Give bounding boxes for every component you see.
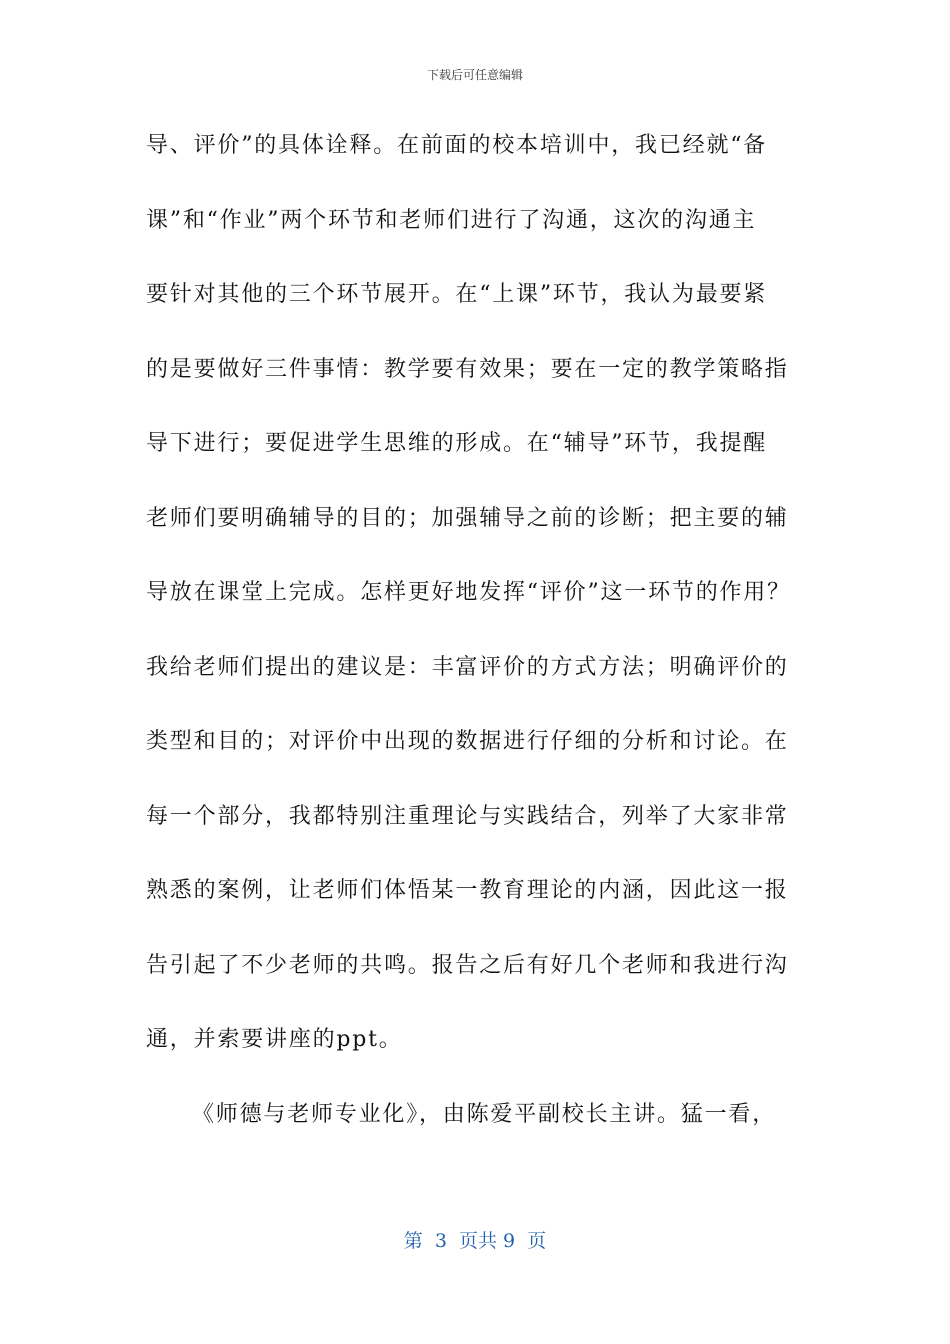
page-header-note: 下载后可任意编辑 [426, 68, 523, 82]
text-line: 要针对其他的三个环节展开。在“上课”环节，我认为最要紧 [146, 282, 768, 307]
text-line: 老师们要明确辅导的目的；加强辅导之前的诊断；把主要的辅 [146, 505, 789, 531]
text-line: 告引起了不少老师的共鸣。报告之后有好几个老师和我进行沟 [146, 952, 789, 978]
text-line: 课”和“作业”两个环节和老师们进行了沟通，这次的沟通主 [146, 207, 757, 233]
text-line: 的是要做好三件事情：教学要有效果；要在一定的教学策略指 [146, 356, 789, 382]
document-body [146, 128, 826, 1171]
paragraph-start-line: 《师德与老师专业化》，由陈爱平副校长主讲。猛一看， [192, 1101, 777, 1127]
text-line: 熟悉的案例，让老师们体悟某一教育理论的内涵，因此这一报 [146, 878, 789, 903]
text-line: 我给老师们提出的建议是：丰富评价的方式方法；明确评价的 [146, 654, 789, 680]
text-line: 通，并索要讲座的ppt。 [146, 1027, 403, 1052]
text-line: 每一个部分，我都特别注重理论与实践结合，列举了大家非常 [146, 803, 789, 829]
text-line: 导、评价”的具体诠释。在前面的校本培训中，我已经就“备 [146, 133, 768, 158]
text-line: 类型和目的；对评价中出现的数据进行仔细的分析和讨论。在 [146, 729, 789, 754]
page-number-footer: 第 3 页共 9 页 [403, 1230, 547, 1252]
text-line: 导放在课堂上完成。怎样更好地发挥“评价”这一环节的作用？ [146, 580, 791, 605]
text-line: 导下进行；要促进学生思维的形成。在“辅导”环节，我提醒 [146, 431, 768, 456]
